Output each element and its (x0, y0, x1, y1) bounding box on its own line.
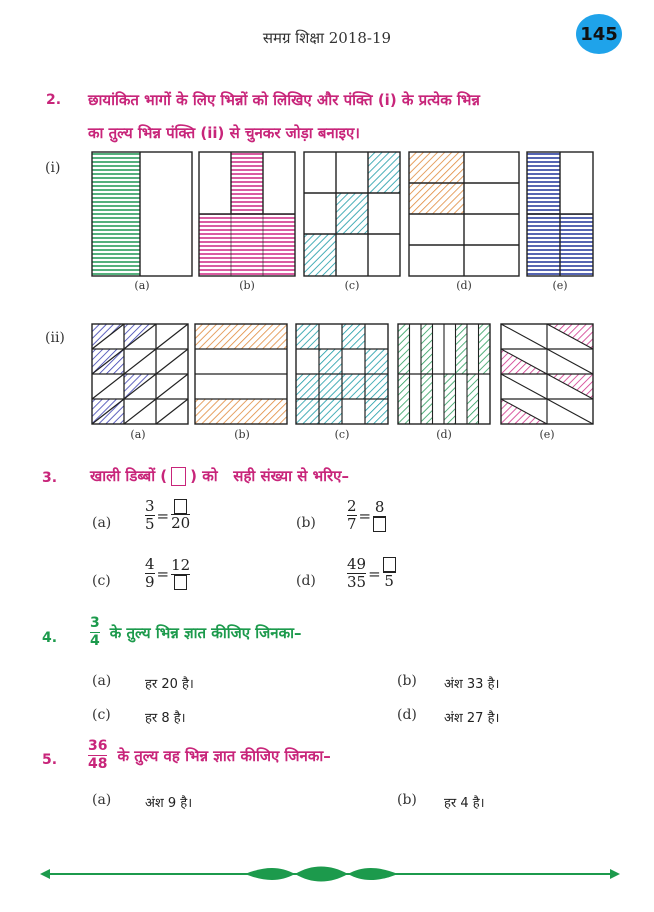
q3-a-answer-box[interactable] (174, 499, 187, 514)
q5-frac-den: 48 (88, 756, 108, 772)
caption-ii-b: (b) (234, 428, 250, 441)
figure-i-a (92, 152, 192, 276)
q3-c-equation: $\frac{4}{9}$ = 12 (145, 555, 191, 591)
q4-a-text: हर 20 है। (145, 677, 194, 692)
q4-d-text: अंश 27 है। (444, 711, 500, 726)
figure-ii-b (195, 324, 287, 424)
q5-instruction (88, 738, 331, 773)
q3-a-label: (a) (92, 515, 112, 531)
q4-c-label: (c) (92, 707, 111, 723)
q3-c-right-num: 12 (171, 556, 191, 574)
q4-c-text: हर 8 है। (145, 711, 186, 726)
row-ii-label: (ii) (45, 330, 65, 346)
page-number-badge: 145 (576, 14, 622, 54)
caption-ii-a: (a) (130, 428, 146, 441)
figure-ii-c (296, 324, 388, 424)
q3-d-label: (d) (296, 573, 316, 589)
q3-b-equation: $\frac{2}{7}$ = 8 (347, 497, 385, 533)
q5-text: के तुल्य वह भिन्न ज्ञात कीजिए जिनका– (117, 746, 331, 765)
caption-i-e: (e) (552, 279, 568, 292)
q3-b-right-num: 8 (374, 498, 385, 516)
q4-frac-num: 3 (90, 615, 100, 631)
figure-ii-d (398, 324, 490, 424)
figure-i-c (304, 152, 400, 276)
q2-text-line1: छायांकित भागों के लिए भिन्नों को लिखिए और पंक्ति (i) के प्रत्येक भिन्न (88, 91, 480, 109)
q5-number: 5. (42, 752, 58, 768)
q4-b-label: (b) (397, 673, 417, 689)
q3-text-after: ) को सही संख्या से भरिए– (190, 467, 349, 485)
q5-a-text: अंश 9 है। (145, 796, 193, 811)
q3-c-right-fraction (171, 557, 190, 590)
q3-d-left-num: 49 (347, 555, 367, 573)
q3-d-left-den: 35 (347, 573, 367, 591)
q4-d-label: (d) (397, 707, 417, 723)
figure-ii-e (501, 324, 593, 424)
figure-i-d (409, 152, 519, 276)
q3-b-answer-box[interactable] (373, 517, 386, 532)
q3-a-left-den: 5 (145, 515, 155, 533)
caption-i-a: (a) (134, 279, 150, 292)
q3-a-left-num: 3 (145, 497, 155, 515)
q3-number: 3. (42, 470, 58, 486)
q3-b-left-den: 7 (347, 515, 357, 533)
caption-ii-e: (e) (539, 428, 555, 441)
q3-a-equation: $\frac{3}{5}$ = 20 (145, 497, 191, 533)
q4-b-text: अंश 33 है। (444, 677, 500, 692)
q4-fraction (90, 615, 100, 650)
q3-c-left-num: 4 (145, 555, 155, 573)
row-i-label: (i) (45, 160, 61, 176)
q3-b-left-num: 2 (347, 497, 357, 515)
caption-ii-c: (c) (334, 428, 350, 441)
q3-d-right-fraction (383, 557, 396, 590)
empty-box-icon (171, 467, 186, 486)
caption-i-b: (b) (239, 279, 255, 292)
caption-i-d: (d) (456, 279, 472, 292)
q4-number: 4. (42, 630, 58, 646)
q5-a-label: (a) (92, 792, 112, 808)
page-header: समग्र शिक्षा 2018-19 (262, 29, 392, 47)
q3-b-left-fraction (347, 498, 357, 533)
q5-frac-num: 36 (88, 738, 108, 754)
q4-instruction (90, 615, 301, 650)
q3-text-before: खाली डिब्बों ( (90, 467, 168, 485)
q3-c-left-fraction (145, 556, 155, 591)
q3-c-answer-box[interactable] (174, 575, 187, 590)
q5-b-text: हर 4 है। (444, 796, 485, 811)
q3-a-right-fraction (171, 499, 190, 532)
figure-ii-a (92, 324, 188, 424)
q3-c-left-den: 9 (145, 573, 155, 591)
q3-instruction (90, 466, 349, 486)
footer-ornament-divider (40, 862, 620, 886)
q3-a-left-fraction (145, 498, 155, 533)
q4-text: के तुल्य भिन्न ज्ञात कीजिए जिनका– (109, 623, 302, 642)
q3-b-label: (b) (296, 515, 316, 531)
caption-ii-d: (d) (436, 428, 452, 441)
q5-b-label: (b) (397, 792, 417, 808)
q3-b-right-fraction (373, 499, 386, 532)
q3-c-label: (c) (92, 573, 111, 589)
q4-frac-den: 4 (90, 633, 100, 649)
q3-d-answer-box[interactable] (383, 557, 396, 572)
figure-i-b (199, 152, 295, 276)
q3-a-right-den: 20 (171, 514, 191, 532)
q3-d-left-fraction (347, 556, 366, 591)
q2-text-line2: का तुल्य भिन्न पंक्ति (ii) से चुनकर जोड़ा बनाइए। (88, 124, 360, 142)
q3-d-right-den: 5 (384, 572, 394, 590)
q5-fraction (88, 738, 107, 773)
figure-i-e (527, 152, 593, 276)
q2-number: 2. (46, 92, 62, 108)
q3-d-equation: $\frac{49}{35}$ = 5 (347, 555, 394, 591)
caption-i-c: (c) (344, 279, 360, 292)
q4-a-label: (a) (92, 673, 112, 689)
